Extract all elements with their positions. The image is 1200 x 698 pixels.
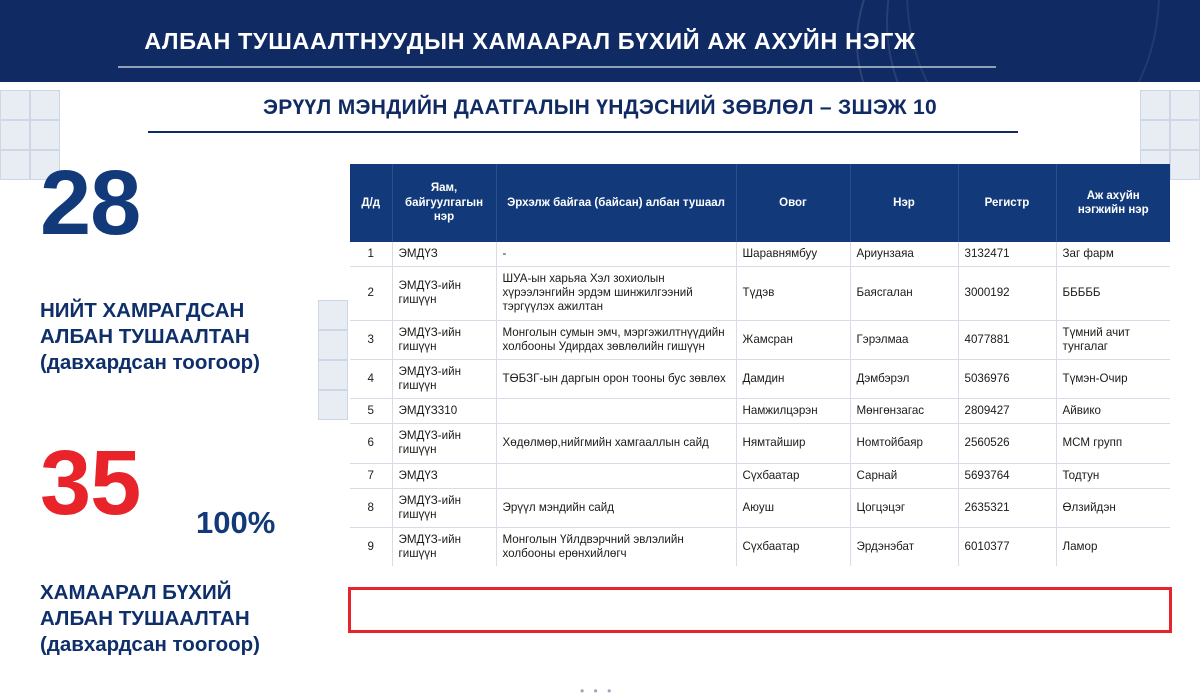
cell-entity: Түмэн-Очир bbox=[1056, 359, 1170, 398]
cell-index: 8 bbox=[350, 488, 392, 527]
cell-register: 3132471 bbox=[958, 242, 1056, 267]
cell-surname: Сүхбаатар bbox=[736, 463, 850, 488]
table-header-row bbox=[350, 164, 1170, 242]
cell-name: Цогцэцэг bbox=[850, 488, 958, 527]
cell-surname: Жамсран bbox=[736, 320, 850, 359]
cell-position: - bbox=[496, 242, 736, 267]
cell-entity: Өлзийдэн bbox=[1056, 488, 1170, 527]
decorative-grid-center bbox=[318, 300, 352, 440]
column-header-position: Эрхэлж байгаа (байсан) албан тушаал bbox=[496, 164, 736, 242]
cell-organization: ЭМДҮЗ-ийн гишүүн bbox=[392, 488, 496, 527]
table-header bbox=[350, 164, 1170, 242]
cell-name: Номтойбаяр bbox=[850, 424, 958, 463]
table-body bbox=[350, 242, 1170, 566]
cell-surname: Түдэв bbox=[736, 267, 850, 320]
column-header-register: Регистр bbox=[958, 164, 1056, 242]
subtitle-underline bbox=[148, 131, 1018, 133]
table-row-highlighted bbox=[350, 488, 1170, 527]
stat-related-label-line1: ХАМААРАЛ БҮХИЙ bbox=[40, 581, 232, 604]
cell-entity: Айвико bbox=[1056, 399, 1170, 424]
cell-surname: Намжилцэрэн bbox=[736, 399, 850, 424]
cell-surname: Дамдин bbox=[736, 359, 850, 398]
cell-register: 5036976 bbox=[958, 359, 1056, 398]
cell-position bbox=[496, 463, 736, 488]
cell-index: 6 bbox=[350, 424, 392, 463]
pagination-dots: • • • bbox=[580, 684, 615, 698]
column-header-entity: Аж ахуйн нэгжийн нэр bbox=[1056, 164, 1170, 242]
stat-total-label bbox=[40, 298, 260, 375]
cell-register: 2560526 bbox=[958, 424, 1056, 463]
table-row bbox=[350, 399, 1170, 424]
table-row bbox=[350, 527, 1170, 566]
stat-total-label-line3: (давхардсан тоогоор) bbox=[40, 350, 261, 374]
stat-related-label-line3: (давхардсан тоогоор) bbox=[40, 632, 261, 656]
cell-organization: ЭМДҮЗ bbox=[392, 242, 496, 267]
cell-entity: Тодтун bbox=[1056, 463, 1170, 488]
cell-index: 9 bbox=[350, 527, 392, 566]
officials-table-container bbox=[350, 164, 1170, 566]
cell-name: Сарнай bbox=[850, 463, 958, 488]
table-row bbox=[350, 320, 1170, 359]
cell-index: 3 bbox=[350, 320, 392, 359]
cell-surname: Аюуш bbox=[736, 488, 850, 527]
cell-entity: Заг фарм bbox=[1056, 242, 1170, 267]
cell-organization: ЭМДҮЗ-ийн гишүүн bbox=[392, 267, 496, 320]
table-row bbox=[350, 463, 1170, 488]
cell-surname: Шаравнямбуу bbox=[736, 242, 850, 267]
cell-register: 6010377 bbox=[958, 527, 1056, 566]
table-row bbox=[350, 242, 1170, 267]
cell-position: Эрүүл мэндийн сайд bbox=[496, 488, 736, 527]
cell-position bbox=[496, 399, 736, 424]
cell-register: 4077881 bbox=[958, 320, 1056, 359]
table-row bbox=[350, 359, 1170, 398]
header-banner bbox=[0, 0, 1200, 82]
table-row bbox=[350, 267, 1170, 320]
cell-surname: Сүхбаатар bbox=[736, 527, 850, 566]
cell-position: Монголын Үйлдвэрчний эвлэлийн холбооны ерөнхийлөгч bbox=[496, 527, 736, 566]
cell-position: Хөдөлмөр,нийгмийн хамгааллын сайд bbox=[496, 424, 736, 463]
cell-entity: МСМ групп bbox=[1056, 424, 1170, 463]
cell-entity: Ламор bbox=[1062, 540, 1098, 554]
cell-organization: ЭМДҮЗ-ийн гишүүн bbox=[392, 527, 496, 566]
cell-register: 2635321 bbox=[958, 488, 1056, 527]
cell-register: 3000192 bbox=[958, 267, 1056, 320]
cell-index: 7 bbox=[350, 463, 392, 488]
table-row bbox=[350, 424, 1170, 463]
cell-position: ТӨБЗГ-ын даргын орон тооны бус зөвлөх bbox=[496, 359, 736, 398]
cell-index: 4 bbox=[350, 359, 392, 398]
cell-position: Монголын сумын эмч, мэргэжилтнүүдийн холбооны Удирдах зөвлөлийн гишүүн bbox=[496, 320, 736, 359]
stat-related-label-line2: АЛБАН ТУШААЛТАН bbox=[40, 606, 250, 630]
cell-organization: ЭМДҮЗ310 bbox=[392, 399, 496, 424]
cell-name: Гэрэлмаа bbox=[850, 320, 958, 359]
cell-organization: ЭМДҮЗ-ийн гишүүн bbox=[392, 359, 496, 398]
section-subtitle: ЭРҮҮЛ МЭНДИЙН ДААТГАЛЫН ҮНДЭСНИЙ ЗӨВЛӨЛ – ЗШЭЖ 10 bbox=[263, 96, 937, 119]
cell-organization: ЭМДҮЗ-ийн гишүүн bbox=[392, 424, 496, 463]
cell-entity: БББББ bbox=[1056, 267, 1170, 320]
cell-position: ШУА-ын харьяа Хэл зохиолын хүрээлэнгийн эрдэм шинжилгээний тэргүүлэх ажилтан bbox=[496, 267, 736, 320]
cell-register: 2809427 bbox=[958, 399, 1056, 424]
cell-organization: ЭМДҮЗ-ийн гишүүн bbox=[392, 320, 496, 359]
stat-related-label bbox=[40, 580, 260, 657]
column-header-index: Д/д bbox=[350, 164, 392, 242]
column-header-surname: Овог bbox=[736, 164, 850, 242]
cell-index: 5 bbox=[350, 399, 392, 424]
stat-total-label-line2: АЛБАН ТУШААЛТАН bbox=[40, 324, 250, 348]
cell-index: 1 bbox=[350, 242, 392, 267]
stat-related-number: 35 bbox=[40, 432, 141, 534]
column-header-name: Нэр bbox=[850, 164, 958, 242]
cell-entity: Түмний ачит тунгалаг bbox=[1056, 320, 1170, 359]
title-underline bbox=[118, 66, 996, 68]
cell-organization: ЭМДҮЗ bbox=[392, 463, 496, 488]
cell-name: Эрдэнэбат bbox=[850, 527, 958, 566]
column-header-organization: Яам, байгуулгагын нэр bbox=[392, 164, 496, 242]
cell-name: Ариунзаяа bbox=[850, 242, 958, 267]
cell-register: 5693764 bbox=[958, 463, 1056, 488]
cell-name: Баясгалан bbox=[850, 267, 958, 320]
stat-related-percent: 100% bbox=[196, 505, 276, 540]
officials-table bbox=[350, 164, 1170, 566]
row-highlight-box bbox=[348, 587, 1172, 633]
stat-total-label-line1: НИЙТ ХАМРАГДСАН bbox=[40, 299, 245, 322]
cell-index: 2 bbox=[350, 267, 392, 320]
cell-surname: Нямтайшир bbox=[736, 424, 850, 463]
page-title: АЛБАН ТУШААЛТНУУДЫН ХАМААРАЛ БҮХИЙ АЖ АХУЙН НЭГЖ bbox=[144, 28, 916, 54]
cell-name: Мөнгөнзагас bbox=[850, 399, 958, 424]
cell-name: Дэмбэрэл bbox=[850, 359, 958, 398]
stat-total-number: 28 bbox=[40, 152, 141, 254]
